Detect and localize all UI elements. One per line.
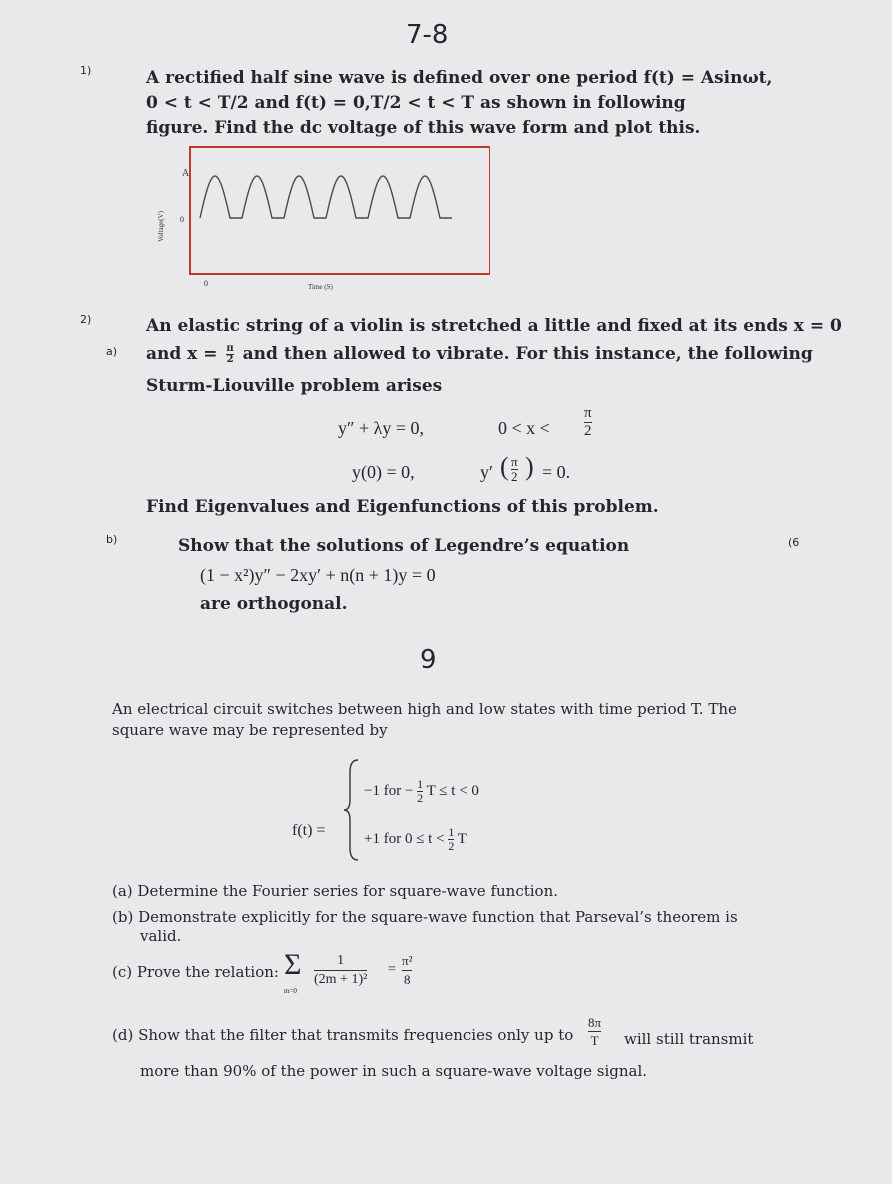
case-2-text: +1 for 0 ≤ t < bbox=[364, 830, 445, 847]
q1-line-3: figure. Find the dc voltage of this wave form and plot this. bbox=[146, 118, 701, 138]
frac-den: 2 bbox=[584, 423, 592, 439]
s9-intro-2: square wave may be represented by bbox=[112, 721, 388, 739]
frac-den: 2 bbox=[417, 791, 424, 805]
q2-b-line-3: are orthogonal. bbox=[200, 594, 348, 614]
rhs-fraction bbox=[402, 952, 412, 989]
eq-bc-right: = 0. bbox=[542, 462, 571, 482]
eq-ode-left: y″ + λy = 0, bbox=[338, 418, 425, 438]
q2-line-1: An elastic string of a violin is stretched a little and fixed at its ends x = 0 bbox=[146, 316, 842, 336]
s9-part-a: (a) Determine the Fourier series for square-wave function. bbox=[112, 882, 559, 900]
d-fraction bbox=[588, 1014, 601, 1049]
case-2-tail: T bbox=[457, 830, 467, 847]
x-axis-label: Time (S) bbox=[308, 283, 333, 291]
frac-num: π² bbox=[402, 952, 412, 971]
s9-part-d-post: will still transmit bbox=[624, 1030, 754, 1048]
fraction-den: 2 bbox=[226, 354, 234, 365]
q2-line-2-post: and then allowed to vibrate. For this instance, the following bbox=[242, 344, 813, 364]
q1-line-2: 0 < t < T/2 and f(t) = 0,T/2 < t < T as shown in following bbox=[146, 93, 686, 113]
frac-num: 8π bbox=[588, 1015, 602, 1030]
plot-frame bbox=[190, 147, 490, 274]
paren-close: ) bbox=[525, 452, 534, 481]
frac-num: π bbox=[584, 405, 592, 421]
piecewise-brace bbox=[342, 758, 362, 862]
y-axis-label: Voltage(V) bbox=[157, 211, 165, 242]
eq-bc-left: y(0) = 0, bbox=[352, 462, 415, 482]
frac-den: 2 bbox=[511, 469, 518, 484]
q2-find: Find Eigenvalues and Eigenfunctions of this problem. bbox=[146, 497, 659, 517]
s9-part-b-2: valid. bbox=[140, 927, 182, 945]
s9-part-d-2: more than 90% of the power in such a square-wave voltage signal. bbox=[140, 1062, 648, 1080]
bc-pi-over-2 bbox=[511, 455, 518, 484]
page-title: 7-8 bbox=[406, 20, 449, 50]
case-1-tail: T ≤ t < 0 bbox=[426, 782, 479, 799]
amplitude-label: A bbox=[182, 168, 190, 179]
frac-den: (2m + 1)² bbox=[314, 972, 368, 987]
pi-over-2-fraction bbox=[226, 344, 233, 365]
part-a-label: a) bbox=[106, 345, 118, 358]
question-2-number: 2) bbox=[80, 313, 92, 326]
zero-label: 0 bbox=[180, 215, 184, 224]
s9-part-d: (d) Show that the filter that transmits frequencies only up to bbox=[112, 1026, 574, 1044]
sum-lower-limit: m=0 bbox=[284, 987, 297, 995]
piecewise-fn-name: f(t) = bbox=[292, 822, 326, 839]
half-sine-wave-figure bbox=[150, 140, 490, 300]
sum-symbol: Σ bbox=[284, 948, 302, 981]
frac-num: π bbox=[511, 454, 518, 469]
frac-num: 1 bbox=[448, 825, 455, 839]
equals-sign: = bbox=[388, 962, 396, 977]
case-1 bbox=[364, 778, 479, 805]
frac-num: 1 bbox=[314, 952, 367, 971]
s9-part-c: (c) Prove the relation: bbox=[112, 963, 279, 981]
part-b-label: b) bbox=[106, 533, 118, 546]
sum-fraction bbox=[314, 952, 367, 989]
frac-den: 2 bbox=[448, 839, 455, 853]
half-fraction bbox=[448, 826, 454, 853]
wave-line bbox=[200, 176, 452, 218]
paren-open: ( bbox=[500, 452, 509, 481]
fraction-num: π bbox=[226, 343, 234, 354]
marks-label: (6 bbox=[788, 536, 800, 549]
legendre-equation: (1 − x²)y″ − 2xy′ + n(n + 1)y = 0 bbox=[200, 565, 436, 585]
eq-pi-over-2 bbox=[584, 405, 592, 440]
q1-line-1: A rectified half sine wave is defined over one period f(t) = Asinωt, bbox=[146, 68, 773, 88]
eq-ode-right: 0 < x < bbox=[498, 418, 550, 438]
q2-line-3: Sturm-Liouville problem arises bbox=[146, 376, 443, 396]
frac-num: 1 bbox=[417, 777, 424, 791]
frac-den: T bbox=[590, 1033, 599, 1048]
half-fraction bbox=[417, 778, 423, 805]
s9-part-b-1: (b) Demonstrate explicitly for the square-wave function that Parseval’s theorem is bbox=[112, 908, 738, 926]
q2-line-2 bbox=[146, 344, 813, 365]
section-title: 9 bbox=[420, 645, 437, 675]
origin-label: 0 bbox=[204, 279, 208, 288]
case-1-text: −1 for − bbox=[364, 782, 414, 799]
case-2 bbox=[364, 826, 467, 853]
q2-b-line-1: Show that the solutions of Legendre’s equation bbox=[178, 536, 630, 556]
q2-line-2-pre: and x = bbox=[146, 344, 218, 364]
eq-bc-mid: y′ bbox=[480, 462, 493, 482]
frac-den: 8 bbox=[403, 972, 411, 987]
s9-intro-1: An electrical circuit switches between high and low states with time period T. The bbox=[112, 700, 737, 718]
question-1-number: 1) bbox=[80, 64, 92, 77]
